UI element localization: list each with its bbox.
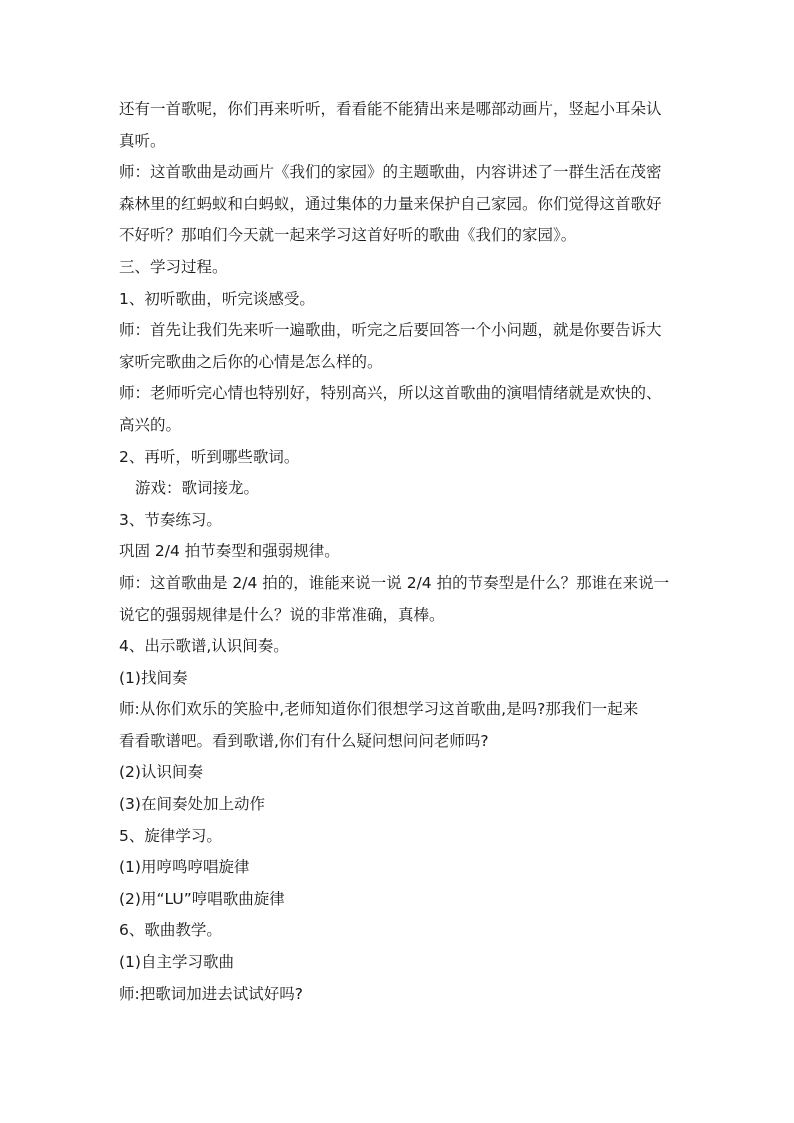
- step-heading: 2、再听，听到哪些歌词。: [119, 447, 300, 466]
- text-line: 说它的强弱规律是什么？说的非常准确，真棒。: [119, 605, 445, 624]
- text-line: 家听完歌曲之后你的心情是怎么样的。: [119, 352, 383, 371]
- step-heading: 6、歌曲教学。: [119, 921, 222, 940]
- text-line: 师:把歌词加进去试试好吗?: [119, 984, 303, 1003]
- text-line: 高兴的。: [119, 415, 182, 434]
- text-line: 还有一首歌呢，你们再来听听，看看能不能猜出来是哪部动画片，竖起小耳朵认: [119, 100, 662, 118]
- text-line: 师：这首歌曲是动画片《我们的家园》的主题歌曲，内容讲述了一群生活在茂密: [119, 163, 662, 182]
- sub-step: (3)在间奏处加上动作: [119, 795, 265, 814]
- text-line: 师:从你们欢乐的笑脸中,老师知道你们很想学习这首歌曲,是吗?那我们一起来: [119, 700, 639, 719]
- text-line: 师：首先让我们先来听一遍歌曲，听完之后要回答一个小问题，就是你要告诉大: [119, 321, 662, 340]
- sub-step: (1)找间奏: [119, 668, 188, 687]
- text-line: 看看歌谱吧。看到歌谱,你们有什么疑问想问问老师吗?: [119, 731, 489, 750]
- text-line: 师：老师听完心情也特别好，特别高兴，所以这首歌曲的演唱情绪就是欢快的、: [119, 384, 662, 403]
- step-heading: 3、节奏练习。: [119, 510, 222, 529]
- document-body: [119, 94, 679, 1010]
- step-heading: 5、旋律学习。: [119, 826, 222, 845]
- text-line: 师：这首歌曲是 2/4 拍的，谁能来说一说 2/4 拍的节奏型是什么？那谁在来说一: [119, 573, 670, 592]
- text-line: 不好听？那咱们今天就一起来学习这首好听的歌曲《我们的家园》。: [119, 226, 577, 245]
- text-line: 游戏：歌词接龙。: [135, 479, 260, 498]
- text-line: 森林里的红蚂蚁和白蚂蚁，通过集体的力量来保护自己家园。你们觉得这首歌好: [119, 194, 662, 213]
- text-line: 巩固 2/4 拍节奏型和强弱规律。: [119, 542, 340, 561]
- step-heading: 1、初听歌曲，听完谈感受。: [119, 289, 315, 308]
- section-heading: 三、学习过程。: [119, 257, 228, 276]
- sub-step: (2)用“LU”哼唱歌曲旋律: [119, 889, 285, 908]
- sub-step: (1)自主学习歌曲: [119, 953, 234, 972]
- step-heading: 4、出示歌谱,认识间奏。: [119, 637, 289, 656]
- text-line: 真听。: [119, 131, 166, 150]
- sub-step: (1)用哼鸣哼唱旋律: [119, 858, 250, 877]
- sub-step: (2)认识间奏: [119, 763, 203, 782]
